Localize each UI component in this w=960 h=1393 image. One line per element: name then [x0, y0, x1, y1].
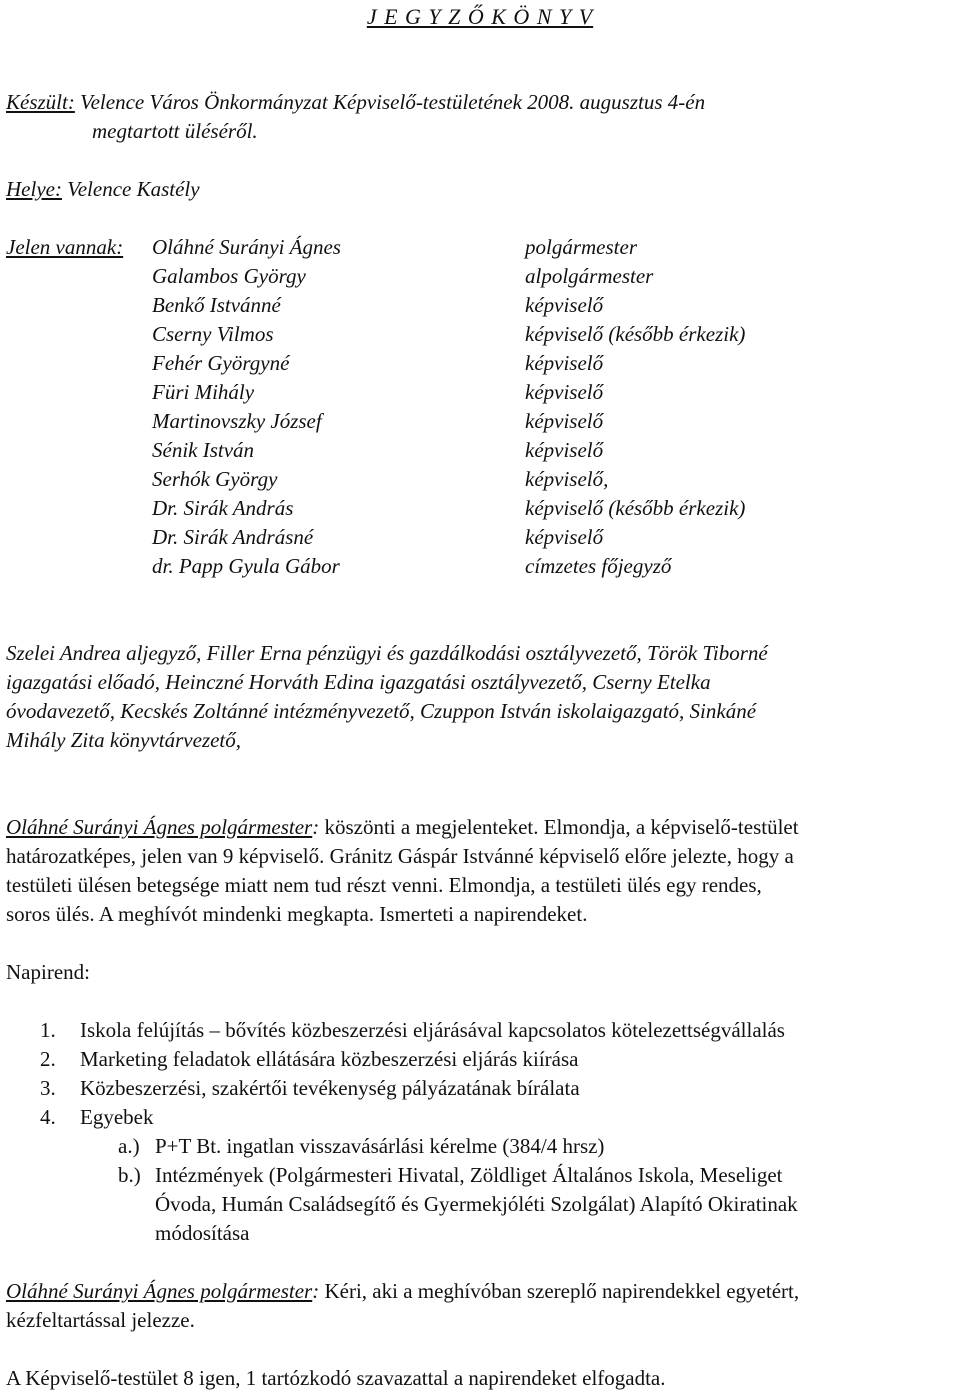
agenda-item: Egyebek — [80, 1105, 154, 1129]
agenda-number: 1. — [40, 1018, 56, 1042]
speech1-line: határozatképes, jelen van 9 képviselő. Gránitz Gáspár Istvánné képviselő előre jelezte, hogy a — [6, 844, 794, 868]
keszult-text-cont: megtartott üléséről. — [92, 119, 258, 143]
speaker-colon: : — [312, 815, 320, 839]
document-title: J E G Y Z Ő K Ö N Y V — [366, 4, 594, 29]
attendee-role: képviselő — [525, 438, 604, 462]
agenda-subitem-cont: módosítása — [155, 1221, 250, 1245]
speech1-line: testületi ülésen betegsége miatt nem tud részt venni. Elmondja, a testületi ülés egy rendes, — [6, 873, 762, 897]
napirend-label: Napirend: — [6, 960, 90, 984]
guests-line: Szelei Andrea aljegyző, Filler Erna pénzügyi és gazdálkodási osztályvezető, Török Tiborné — [6, 641, 768, 665]
guests-line: óvodavezető, Kecskés Zoltánné intézményvezető, Czuppon István iskolaigazgató, Sinkáné — [6, 699, 757, 723]
agenda-subitem-number: a.) — [118, 1134, 140, 1158]
attendee-role: képviselő — [525, 525, 604, 549]
attendee-name: Galambos György — [152, 264, 306, 288]
agenda-item: Marketing feladatok ellátására közbeszerzési eljárás kiírása — [80, 1047, 579, 1071]
attendee-name: dr. Papp Gyula Gábor — [152, 554, 340, 578]
agenda-number: 4. — [40, 1105, 56, 1129]
attendee-role: polgármester — [525, 235, 637, 259]
agenda-item: Közbeszerzési, szakértői tevékenység pályázatának bírálata — [80, 1076, 580, 1100]
attendee-role: képviselő — [525, 409, 604, 433]
attendee-name: Sénik István — [152, 438, 255, 462]
attendee-name: Füri Mihály — [152, 380, 255, 404]
decision-text: A Képviselő-testület 8 igen, 1 tartózkodó szavazattal a napirendeket elfogadta. — [6, 1366, 666, 1390]
agenda-number: 2. — [40, 1047, 56, 1071]
attendee-name: Cserny Vilmos — [152, 322, 274, 346]
agenda-number: 3. — [40, 1076, 56, 1100]
attendee-role: alpolgármester — [525, 264, 654, 288]
speaker-colon: : — [312, 1279, 320, 1303]
attendee-role: képviselő (később érkezik) — [525, 322, 746, 346]
attendee-role: képviselő — [525, 380, 604, 404]
attendee-role: címzetes főjegyző — [525, 554, 672, 578]
attendee-role: képviselő — [525, 293, 604, 317]
attendee-name: Benkő Istvánné — [152, 293, 281, 317]
helye-line — [6, 175, 200, 204]
speech1-text: köszönti a megjelenteket. Elmondja, a képviselő-testület — [319, 815, 799, 839]
attendee-role: képviselő — [525, 351, 604, 375]
helye-value: Velence Kastély — [67, 177, 200, 201]
speech2-text: Kéri, aki a meghívóban szereplő napirendekkel egyetért, — [319, 1279, 800, 1303]
attendee-name: Martinovszky József — [152, 409, 322, 433]
attendee-name: Dr. Sirák András — [152, 496, 294, 520]
helye-label: Helye: — [6, 177, 62, 201]
agenda-subitem: Intézmények (Polgármesteri Hivatal, Zöldliget Általános Iskola, Meseliget — [155, 1163, 783, 1187]
speech1-line: soros ülés. A meghívót mindenki megkapta. Ismerteti a napirendeket. — [6, 902, 588, 926]
speech2-line: kézfeltartással jelezze. — [6, 1308, 195, 1332]
guests-line: igazgatási előadó, Heinczné Horváth Edina igazgatási osztályvezető, Cserny Etelka — [6, 670, 711, 694]
keszult-label: Készült: — [6, 90, 75, 114]
speaker-name: Oláhné Surányi Ágnes polgármester — [6, 815, 313, 839]
agenda-subitem-cont: Óvoda, Humán Családsegítő és Gyermekjóléti Szolgálat) Alapító Okiratinak — [155, 1192, 798, 1216]
attendee-role: képviselő, — [525, 467, 609, 491]
attendee-role: képviselő (később érkezik) — [525, 496, 746, 520]
attendee-name: Dr. Sirák Andrásné — [152, 525, 314, 549]
agenda-subitem-number: b.) — [118, 1163, 141, 1187]
speaker-name: Oláhné Surányi Ágnes polgármester — [6, 1279, 313, 1303]
attendee-name: Serhók György — [152, 467, 278, 491]
speech2-first-line — [6, 1277, 954, 1306]
keszult-line — [6, 88, 705, 117]
guests-line: Mihály Zita könyvtárvezető, — [6, 728, 242, 752]
agenda-item: Iskola felújítás – bővítés közbeszerzési eljárásával kapcsolatos kötelezettségvállalás — [80, 1018, 785, 1042]
attendee-name: Oláhné Surányi Ágnes — [152, 235, 341, 259]
speech1-first-line — [6, 813, 954, 842]
keszult-text: Velence Város Önkormányzat Képviselő-testületének 2008. augusztus 4-én — [80, 90, 706, 114]
agenda-subitem: P+T Bt. ingatlan visszavásárlási kérelme (384/4 hrsz) — [155, 1134, 605, 1158]
jelen-label: Jelen vannak: — [6, 235, 124, 259]
attendee-name: Fehér Györgyné — [152, 351, 290, 375]
